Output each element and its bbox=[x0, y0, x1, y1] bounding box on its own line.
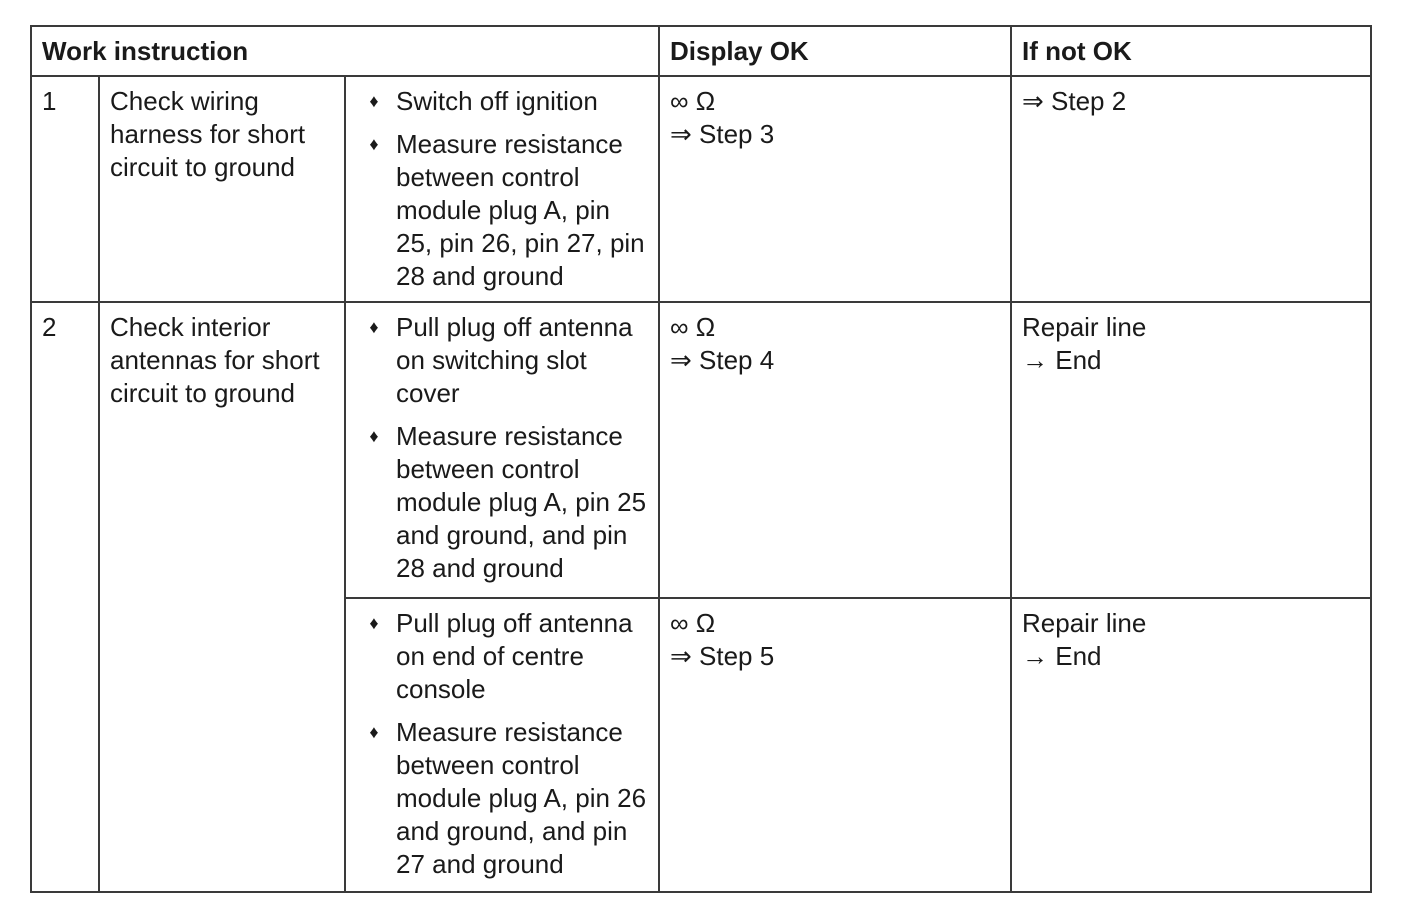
action-text: Measure resistance between control module plug A, pin 26 and ground, and pin 27 and ground bbox=[396, 717, 647, 879]
if-not-ok-cell bbox=[1011, 302, 1371, 598]
work-instruction-table bbox=[30, 25, 1372, 893]
header-work-instruction: Work instruction bbox=[31, 26, 659, 76]
action-text: Pull plug off antenna on end of centre console bbox=[396, 608, 633, 704]
if-not-ok-action: Repair line bbox=[1022, 312, 1147, 342]
action-text: Measure resistance between control module plug A, pin 25 and ground, and pin 28 and ground bbox=[396, 421, 647, 583]
action-list bbox=[356, 311, 648, 585]
header-if-not-ok: If not OK bbox=[1011, 26, 1371, 76]
diamond-bullet-icon: ♦ bbox=[369, 317, 379, 337]
display-ok-next-step: ⇒ Step 3 bbox=[670, 119, 775, 149]
step-description: Check interior antennas for short circuit to ground bbox=[99, 302, 345, 892]
action-text: Switch off ignition bbox=[396, 86, 598, 116]
display-ok-cell bbox=[659, 302, 1011, 598]
diamond-bullet-icon: ♦ bbox=[369, 134, 379, 154]
action-list bbox=[356, 85, 648, 293]
list-item bbox=[356, 420, 648, 585]
step-actions bbox=[345, 598, 659, 892]
diamond-bullet-icon: ♦ bbox=[369, 91, 379, 111]
table-row bbox=[31, 302, 1371, 598]
if-not-ok-next-step: ⇒ Step 2 bbox=[1022, 86, 1127, 116]
diamond-bullet-icon: ♦ bbox=[369, 613, 379, 633]
action-text: Measure resistance between control module plug A, pin 25, pin 26, pin 27, pin 28 and ground bbox=[396, 129, 645, 291]
step-number: 1 bbox=[31, 76, 99, 302]
display-ok-next-step: ⇒ Step 5 bbox=[670, 641, 775, 671]
display-ok-cell bbox=[659, 76, 1011, 302]
step-description: Check wiring harness for short circuit to ground bbox=[99, 76, 345, 302]
list-item bbox=[356, 607, 648, 706]
action-text: Pull plug off antenna on switching slot cover bbox=[396, 312, 633, 408]
step-actions bbox=[345, 302, 659, 598]
list-item bbox=[356, 716, 648, 881]
header-row bbox=[31, 26, 1371, 76]
display-ok-cell bbox=[659, 598, 1011, 892]
if-not-ok-next-step: → End bbox=[1022, 641, 1102, 671]
list-item bbox=[356, 128, 648, 293]
if-not-ok-next-step: → End bbox=[1022, 345, 1102, 375]
header-display-ok: Display OK bbox=[659, 26, 1011, 76]
display-ok-value: ∞ Ω bbox=[670, 312, 716, 342]
table-row bbox=[31, 76, 1371, 302]
if-not-ok-action: Repair line bbox=[1022, 608, 1147, 638]
if-not-ok-cell bbox=[1011, 598, 1371, 892]
work-instruction-sheet bbox=[30, 25, 1370, 892]
list-item bbox=[356, 311, 648, 410]
diamond-bullet-icon: ♦ bbox=[369, 722, 379, 742]
display-ok-value: ∞ Ω bbox=[670, 86, 716, 116]
list-item bbox=[356, 85, 648, 118]
action-list bbox=[356, 607, 648, 881]
step-actions bbox=[345, 76, 659, 302]
display-ok-value: ∞ Ω bbox=[670, 608, 716, 638]
step-number: 2 bbox=[31, 302, 99, 892]
display-ok-next-step: ⇒ Step 4 bbox=[670, 345, 775, 375]
if-not-ok-cell bbox=[1011, 76, 1371, 302]
diamond-bullet-icon: ♦ bbox=[369, 426, 379, 446]
